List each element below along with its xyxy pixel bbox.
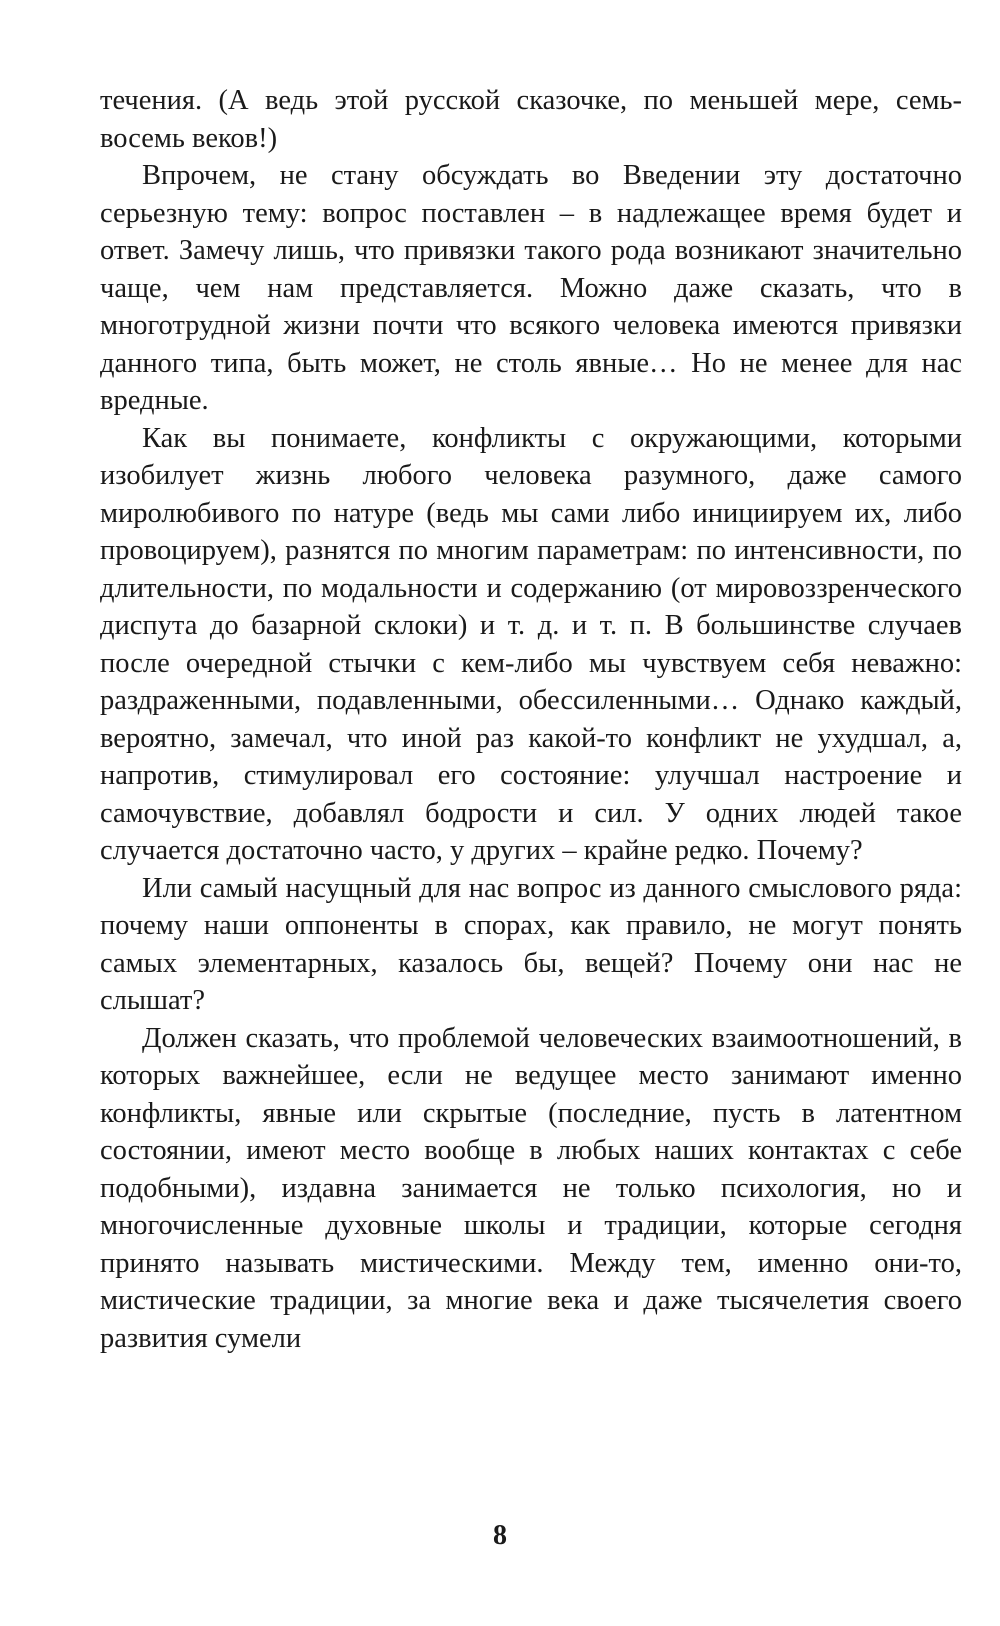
page-body [100,82,962,1357]
paragraph-traditions: Должен сказать, что проблемой человеческих взаимоотношений, в которых важнейшее, если не ведущее место занимают именно конфликты, явные или скрытые (последние, пусть в латентном состоянии, имеют место вообще в любых наших контактах с себе подобными), издавна занимается не только психология, но и многочисленные духовные школы и традиции, которые сегодня принято называть мистическими. Между тем, именно они-то, мистические традиции, за многие века и даже тысячелетия своего развития сумели [100,1022,962,1354]
paragraph-continuation: течения. (А ведь этой русской сказочке, по меньшей мере, семь-восемь веков!) [100,85,962,154]
paragraph-introduction: Впрочем, не стану обсуждать во Введении эту достаточно серьезную тему: вопрос поставлен – в надлежащее время будет и ответ. Замечу лишь, что привязки такого рода возникают значительно чаще, чем нам представляется. Можно даже сказать, что в многотрудной жизни почти что всякого человека имеются привязки данного типа, быть может, не столь явные… Но не менее для нас вредные. [100,160,962,416]
page-number: 8 [493,1520,507,1551]
paragraph-question: Или самый насущный для нас вопрос из данного смыслового ряда: почему наши оппоненты в спорах, как правило, не могут понять самых элементарных, казалось бы, вещей? Почему они нас не слышат? [100,872,962,1016]
paragraph-conflicts: Как вы понимаете, конфликты с окружающими, которыми изобилует жизнь любого человека разумного, даже самого миролюбивого по натуре (ведь мы сами либо инициируем их, либо провоцируем), разнятся по многим параметрам: по интенсивности, по длительности, по модальности и содержанию (от мировоззренческого диспута до базарной склоки) и т. д. и т. п. В большинстве случаев после очередной стычки с кем-либо мы чувствуем себя неважно: раздраженными, подавленными, обессиленными… Однако каждый, вероятно, замечал, что иной раз какой-то конфликт не ухудшал, а, напротив, стимулировал его состояние: улучшал настроение и самочувствие, добавлял бодрости и сил. У одних людей такое случается достаточно часто, у других – крайне редко. Почему? [100,422,962,866]
